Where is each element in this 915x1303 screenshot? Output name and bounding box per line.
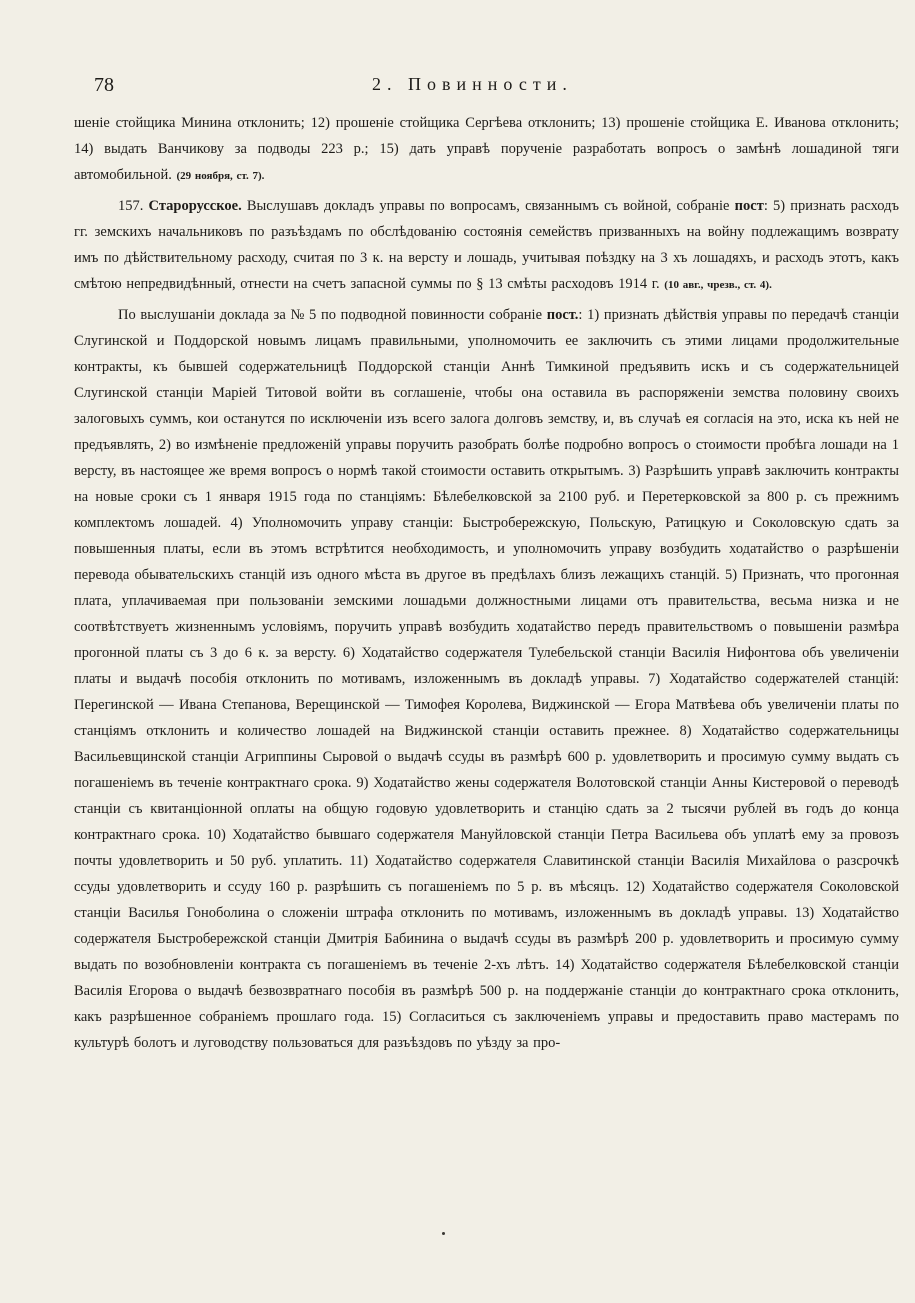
page-number: 78 <box>94 74 114 96</box>
running-title: 2. Повинности. <box>372 74 573 94</box>
session-reference: (29 ноября, ст. 7). <box>176 170 265 182</box>
print-speck <box>442 1232 445 1235</box>
continuation-text: шеніе стойщика Минина отклонить; 12) прошеніе стойщика Сергѣева отклонить; 13) прошеніе стойщика Е. Иванова отклонить; 14) выдать Ванчикову за подводы 223 р.; 15) дать управѣ порученіе разработать вопросъ о замѣнѣ лошадиной тяги автомобильной. <box>74 115 899 183</box>
page-header <box>74 70 899 110</box>
continuation-paragraph <box>74 110 899 189</box>
entry-text: : 5) признать расходъ гг. земскихъ начальниковъ по разъѣздамъ по обслѣдованію состоянія семействъ призванныхъ на войну подлежащимъ возврату имъ по дѣйствительному расходу, считая по 3 к. на версту и лошадь, учитывая поѣздку на 3 хъ лошадяхъ, и расходъ этотъ, какъ смѣтою непредвидѣнный, отнести на счетъ запасной суммы по § 13 смѣты расходовъ 1914 г. <box>74 198 900 292</box>
main-intro: По выслушаніи доклада за № 5 по подводной повинности собраніе <box>118 307 543 323</box>
body-text <box>74 110 899 1056</box>
entry-reference: (10 авг., чрезв., ст. 4). <box>664 279 772 291</box>
entry-intro: Выслушавъ докладъ управы по вопросамъ, связаннымъ съ войной, собраніе <box>246 198 730 214</box>
entry-number: 157. <box>118 198 144 214</box>
main-paragraph <box>74 302 899 1056</box>
main-post: пост. <box>546 307 579 323</box>
main-text: : 1) признать дѣйствія управы по передачѣ станціи Слугинской и Поддорской новымъ лицамъ правильными, уполномочить ее заключить съ этими лицами продолжительные контракты, къ бывшей содержательницѣ Поддорской станціи Аннѣ Тимкиной предъявить искъ и съ содержательницей Слугинской станціи Маріей Титовой войти въ соглашеніе, чтобы она оставила въ распоряженіи земства половину своихъ залоговыхъ суммъ, кои останутся по исключеніи изъ всего залога долговъ земству, и, въ случаѣ ея согласія на это, иска къ ней не предъявлять, 2) во измѣненіе предложеній управы поручить разобрать болѣе подробно вопросъ о стоимости пробѣга лошади на 1 версту, въ настоящее же время вопросъ о нормѣ такой стоимости оставить открытымъ. 3) Разрѣшить управѣ заключить контракты на новые сроки съ 1 января 1915 года по станціямъ: Бѣлебелковской за 2100 руб. и Перетерковской за 800 р. съ прежнимъ комплектомъ лошадей. 4) Уполномочить управу станціи: Быстробережскую, Польскую, Ратицкую и Соколовскую сдать за повышенныя платы, если въ этомъ встрѣтится необходимость, и уполномочить управу возбудить ходатайство о разрѣшеніи перевода обывательскихъ станцій изъ одного мѣста въ другое въ предѣлахъ близъ лежащихъ станцій. 5) Признать, что прогонная плата, уплачиваемая при пользованіи земскими лошадьми должностными лицами отъ правительства, весьма низка и не соотвѣтствуетъ жизненнымъ условіямъ, поручить управѣ возбудить ходатайство передъ правительствомъ о повышеніи размѣра прогонной платы съ 3 до 6 к. за версту. 6) Ходатайство содержателя Тулебельской станціи Василія Нифонтова объ увеличеніи платы и выдачѣ пособія отклонить по мотивамъ, изложеннымъ въ докладѣ управы. 7) Ходатайство содержателей станцій: Перегинской — Ивана Степанова, Верещинской — Тимофея Королева, Виджинской — Егора Матвѣева объ увеличеніи платы по станціямъ отклонить и количество лошадей на Виджинской станціи оставить прежнее. 8) Ходатайство содержательницы Васильевщинской станціи Агриппины Сыровой о выдачѣ ссуды въ размѣрѣ 600 р. удовлетворить и просимую сумму выдать съ погашеніемъ въ теченіе контрактнаго срока. 9) Ходатайство жены содержателя Волотовской станціи Анны Кистеровой о переводѣ станціи съ квитанціонной оплаты на общую годовую удовлетворить и станцію сдать за 2 тысячи рублей въ годъ до конца контрактнаго срока. 10) Ходатайство бывшаго содержателя Мануйловской станціи Петра Васильева объ уплатѣ ему за провозъ почты удовлетворить и 50 руб. уплатить. 11) Ходатайство содержателя Славитинской станціи Василія Михайлова о разсрочкѣ ссуды удовлетворить и ссуду 160 р. разрѣшить съ погашеніемъ по 5 р. въ мѣсяцъ. 12) Ходатайство содержателя Соколовской станціи Василья Гоноболина о сложеніи штрафа отклонить по мотивамъ, изложеннымъ въ докладѣ управы. 13) Ходатайство содержателя Быстробережской станціи Дмитрія Бабинина о выдачѣ ссуды въ размѣрѣ 200 р. удовлетворить и просимую сумму выдать по возобновленіи контракта съ погашеніемъ въ теченіе 2-хъ лѣтъ. 14) Ходатайство содержателя Бѣлебелковской станціи Василія Егорова о выдачѣ безвозвратнаго пособія въ размѣрѣ 500 р. на поддержаніе станціи до контрактнаго срока отклонить, какъ разрѣшенное собраніемъ прошлаго года. 15) Согласиться съ заключеніемъ управы и предоставить право мастерамъ по культурѣ болотъ и луговодству пользоваться для разъѣздовъ по уѣзду за про- <box>74 307 900 1051</box>
entry-157-paragraph <box>74 193 899 298</box>
entry-place: Старорусское. <box>148 198 242 214</box>
entry-post: пост <box>734 198 764 214</box>
